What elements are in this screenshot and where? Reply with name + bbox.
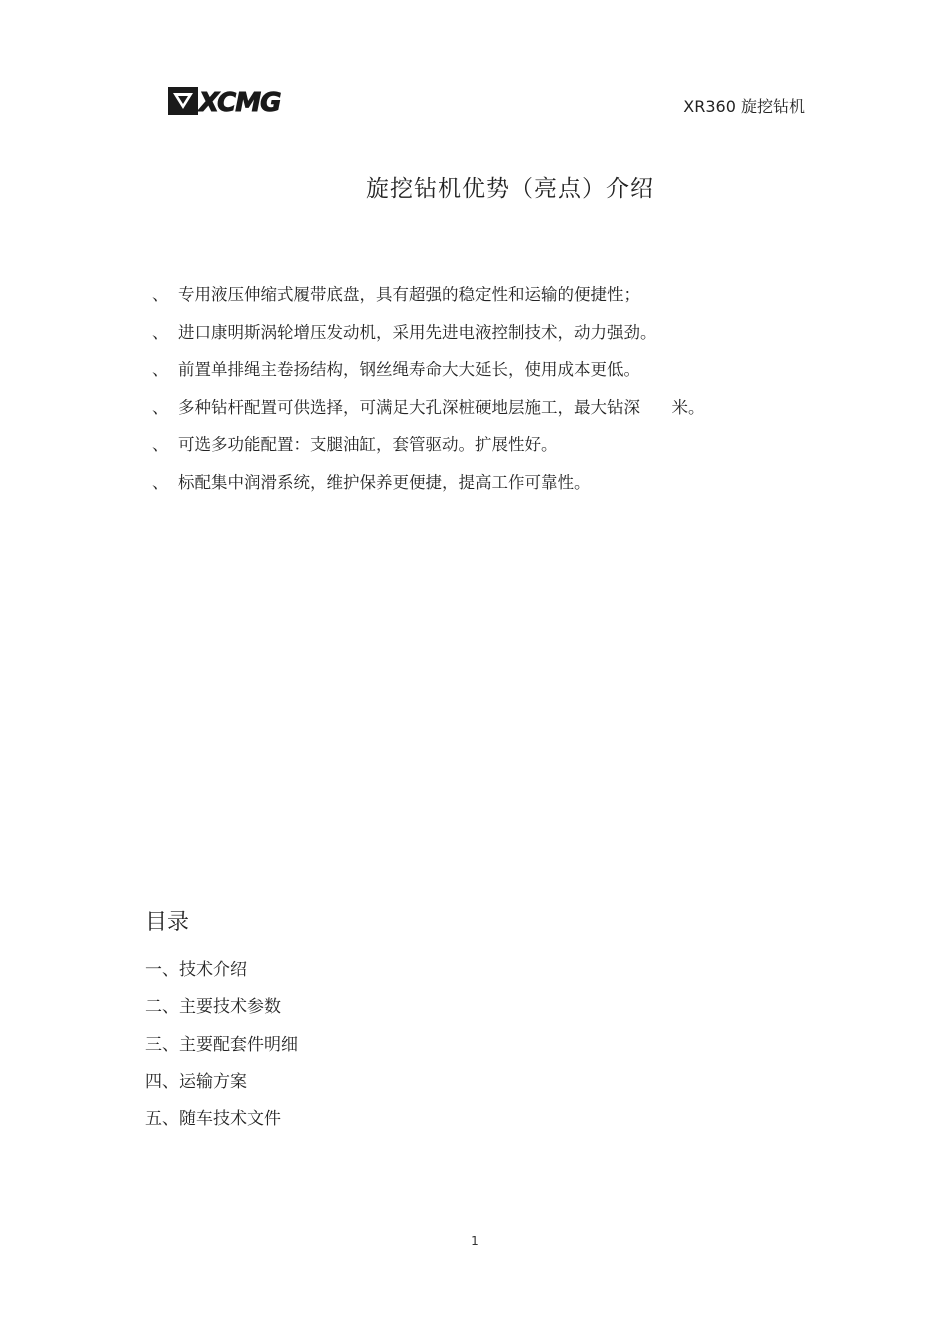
- highlight-text: 可选多功能配置：支腿油缸，套管驱动。扩展性好。: [178, 435, 558, 454]
- list-marker: 、: [152, 397, 169, 417]
- page-number: 1: [471, 1234, 479, 1248]
- list-item: [152, 314, 704, 352]
- page-title: 旋挖钻机优势（亮点）介绍: [366, 176, 654, 202]
- list-marker: 、: [152, 322, 169, 342]
- toc-item[interactable]: 四、运输方案: [145, 1071, 247, 1092]
- xcmg-logo-icon: [168, 86, 296, 116]
- highlights-list: [152, 276, 704, 501]
- highlight-text: 专用液压伸缩式履带底盘，具有超强的稳定性和运输的便捷性；: [178, 285, 640, 304]
- logo-wordmark: XCMG: [199, 88, 281, 116]
- toc-item[interactable]: 二、主要技术参数: [145, 997, 281, 1018]
- list-marker: 、: [152, 285, 169, 304]
- list-item: [152, 351, 704, 389]
- toc-item[interactable]: 五、随车技术文件: [145, 1109, 281, 1130]
- list-item: [152, 426, 704, 464]
- list-item: [152, 389, 704, 427]
- toc-item[interactable]: 三、主要配套件明细: [145, 1034, 298, 1055]
- highlight-text: 前置单排绳主卷扬结构，钢丝绳寿命大大延长，使用成本更低。: [178, 360, 640, 379]
- table-of-contents: [145, 952, 298, 1138]
- list-marker: 、: [152, 472, 169, 492]
- product-name: XR360 旋挖钻机: [683, 97, 805, 116]
- highlight-text: 进口康明斯涡轮增压发动机，采用先进电液控制技术，动力强劲。: [178, 322, 657, 342]
- xcmg-logo: [168, 86, 296, 116]
- list-marker: 、: [152, 360, 169, 379]
- list-item: [152, 276, 704, 314]
- toc-title: 目录: [145, 910, 190, 935]
- highlight-text: 标配集中润滑系统，维护保养更便捷，提高工作可靠性。: [178, 472, 591, 492]
- highlight-text: 多种钻杆配置可供选择，可满足大孔深桩硬地层施工，最大钻深 米。: [178, 397, 705, 417]
- list-marker: 、: [152, 435, 169, 454]
- list-item: [152, 464, 704, 502]
- toc-item[interactable]: 一、技术介绍: [145, 960, 247, 980]
